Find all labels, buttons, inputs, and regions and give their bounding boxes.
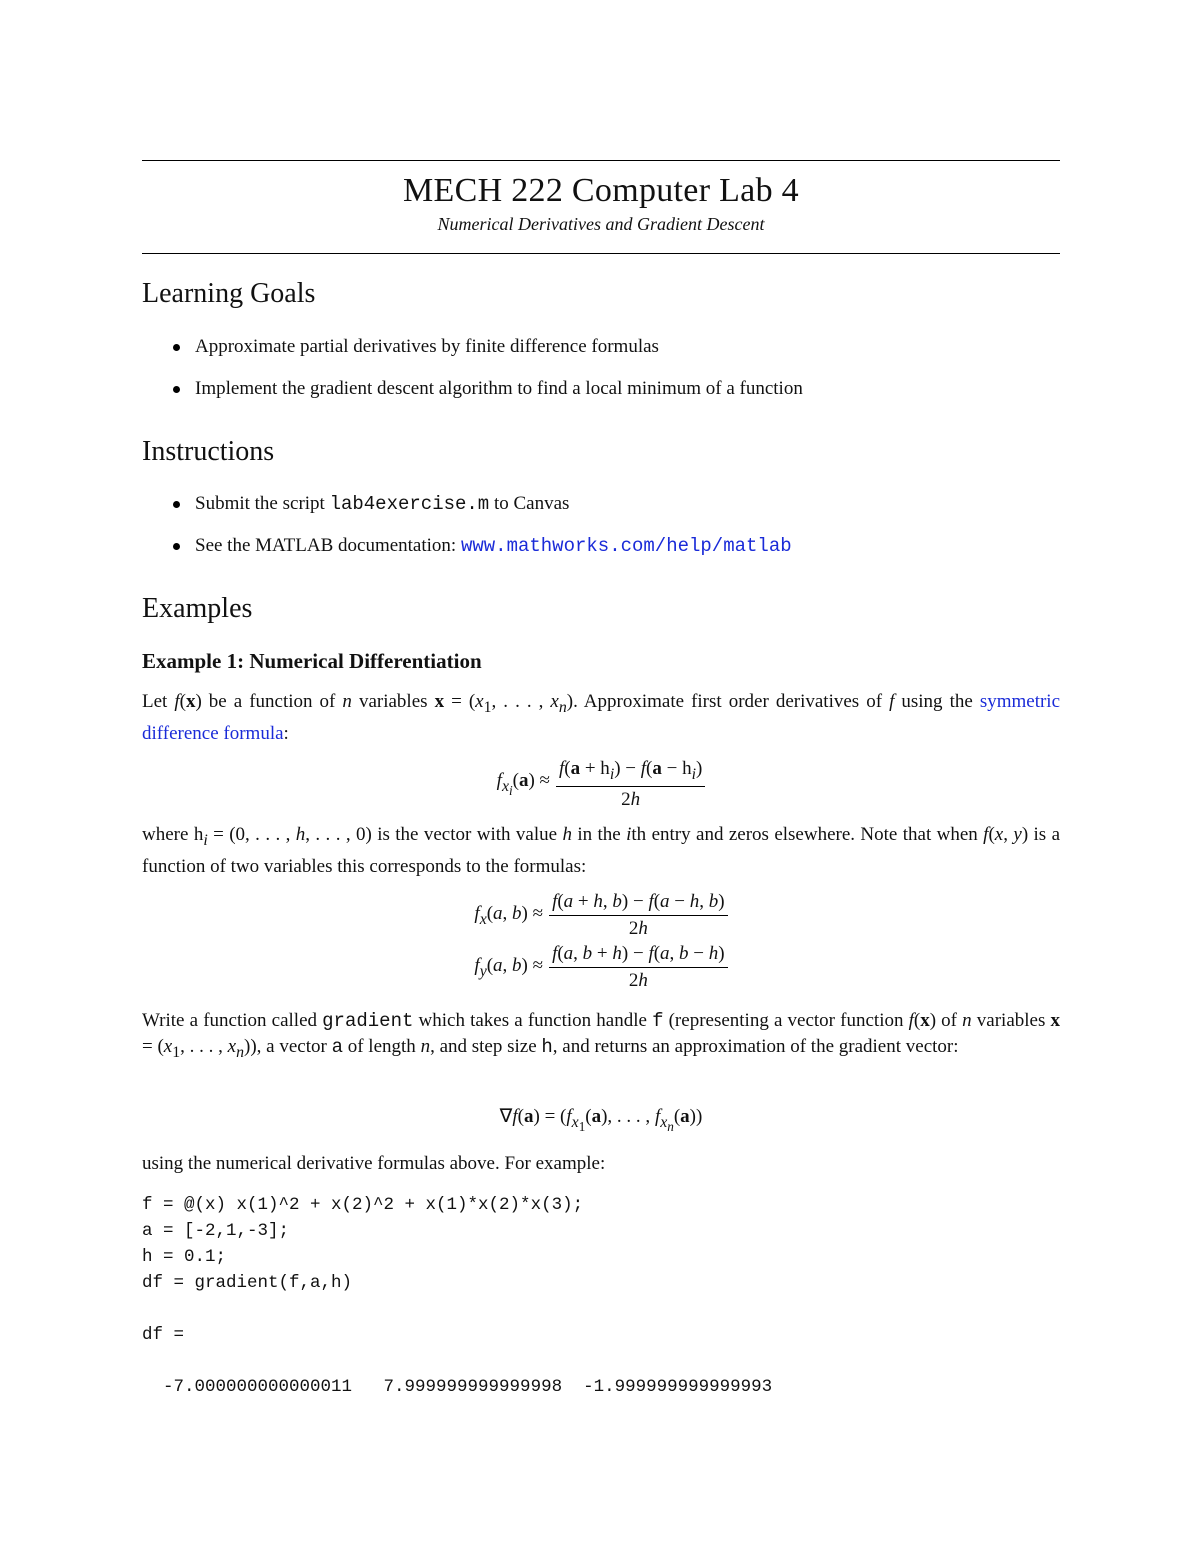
example1-intro-paragraph: Let f(x) be a function of n variables $x = (x_1$, . . . , $x_n$). Approximate first order derivatives of f using the symmetric difference formula: <box>142 691 1061 744</box>
code-line: a = [-2,1,-3]; <box>142 1221 290 1241</box>
top-rule <box>142 160 1060 161</box>
code-line: df = <box>142 1325 185 1345</box>
instructions-list <box>142 491 1060 575</box>
matlab-docs-link[interactable]: www.mathworks.com/help/matlab <box>460 535 792 557</box>
code-line: f = @(x) x(1)^2 + x(2)^2 + x(1)*x(2)*x(3); <box>142 1195 584 1215</box>
code-line <box>142 1348 772 1374</box>
document-subtitle: Numerical Derivatives and Gradient Descent <box>437 214 765 234</box>
bullet-icon <box>173 501 180 508</box>
bullet-icon <box>173 344 180 351</box>
partial-y-equation: $f_y(a$, b) ≈ $\frac{f(a, b + h) - f(a, b - h)}{2h}$ <box>142 943 1060 992</box>
list-item: Approximate partial derivatives by finite difference formulas <box>142 334 1060 376</box>
code-example <box>142 1192 772 1400</box>
gradient-vector-equation: $\nabla f(a) = (f_{x_1}(a)$, . . . , $f_{x_n}(a)$) <box>499 1106 703 1134</box>
symmetric-difference-equation: $f_{x_i}(a)$ ≈ $\frac{f(a + h_i) - f(a - h_i)}{2h}$ <box>142 758 1060 811</box>
learning-goals-list <box>142 334 1060 418</box>
partial-x-equation: $f_x(a$, b) ≈ $\frac{f(a + h, b) - f(a - h, b)}{2h}$ <box>142 891 1060 940</box>
list-item: See the MATLAB documentation: www.mathworks.com/help/matlab <box>142 533 1060 575</box>
code-line: h = 0.1; <box>142 1247 227 1267</box>
code-line: -7.000000000000011 7.999999999999998 -1.999999999999993 <box>142 1377 773 1397</box>
document-title: MECH 222 Computer Lab 4 <box>403 172 799 209</box>
bottom-rule <box>142 253 1060 254</box>
examples-heading: Examples <box>142 593 253 624</box>
bullet-icon <box>173 386 180 393</box>
code-line: df = gradient(f,a,h) <box>142 1273 353 1293</box>
submit-filename: lab4exercise.m <box>329 493 490 515</box>
example-intro-line: using the numerical derivative formulas above. For example: <box>142 1153 606 1174</box>
learning-goals-heading: Learning Goals <box>142 278 316 309</box>
bullet-icon <box>173 543 180 550</box>
code-line <box>142 1296 772 1322</box>
example1-heading: Example 1: Numerical Differentiation <box>142 649 482 673</box>
example1-where-paragraph: where $h_i = (0$, . . . , h, . . . , 0) is the vector with value h in the ith entry and zeros elsewhere. Note that when f(x, y) is a function of two variables this corresponds to the formulas: <box>142 824 1061 877</box>
list-item: Submit the script lab4exercise.m to Canvas <box>142 491 1060 533</box>
instructions-heading: Instructions <box>142 436 275 467</box>
list-item: Implement the gradient descent algorithm to find a local minimum of a function <box>142 376 1060 418</box>
gradient-task-paragraph: Write a function called gradient which takes a function handle f (representing a vector function f(x) of n variables $x = (x_1$, . . . , $x_n$)), a vector a of length n, and step size h, and returns an approximation of the gradient vector: <box>142 1010 1061 1061</box>
symmetric-difference-link[interactable]: symmetric difference formula <box>142 691 1061 744</box>
